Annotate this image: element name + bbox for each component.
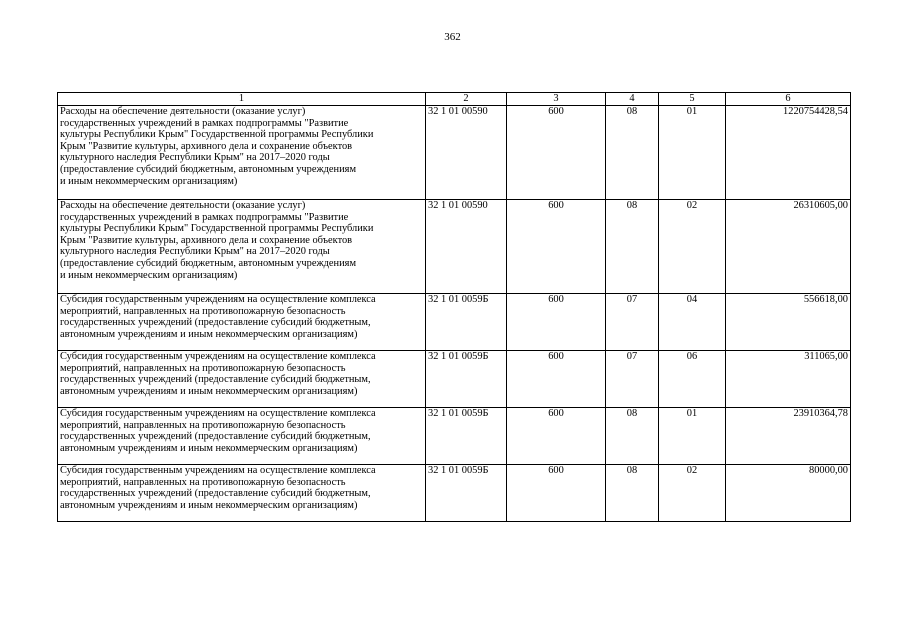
description-line: государственных учреждений (предоставление субсидий бюджетным,	[60, 317, 371, 329]
expense-type-cell: 600	[507, 294, 606, 351]
expense-type-cell: 600	[507, 408, 606, 465]
section-cell: 08	[606, 408, 659, 465]
section-cell: 07	[606, 351, 659, 408]
section-cell: 08	[606, 106, 659, 200]
description-line: (предоставление субсидий бюджетным, автономным учреждениям	[60, 257, 357, 269]
expense-type-cell: 600	[507, 351, 606, 408]
description-line: (предоставление субсидий бюджетным, автономным учреждениям	[60, 163, 357, 175]
table-body	[58, 106, 851, 522]
description-line: Крым "Развитие культуры, архивного дела и сохранение объектов	[60, 140, 353, 152]
description-line: культуры Республики Крым" Государственной программы Республики	[60, 129, 374, 141]
description-line: Субсидия государственным учреждениям на осуществление комплекса	[60, 294, 376, 305]
target-article-code-cell: 32 1 01 0059Б	[426, 465, 507, 522]
description-line: культурного наследия Республики Крым" на 2017–2020 годы	[60, 152, 330, 164]
description-line: мероприятий, направленных на противопожарную безопасность	[60, 476, 346, 488]
table-row	[58, 294, 851, 351]
target-article-code-cell: 32 1 01 0059Б	[426, 351, 507, 408]
description-line: автономным учреждениям и иным некоммерческим организациям)	[60, 328, 358, 340]
subsection-cell: 01	[659, 106, 726, 200]
description-cell	[58, 200, 426, 294]
description-cell	[58, 351, 426, 408]
target-article-code-cell: 32 1 01 00590	[426, 106, 507, 200]
column-header: 6	[726, 93, 851, 106]
amount-cell: 556618,00	[726, 294, 851, 351]
section-cell: 07	[606, 294, 659, 351]
expense-type-cell: 600	[507, 106, 606, 200]
description-line: культуры Республики Крым" Государственной программы Республики	[60, 223, 374, 235]
description-cell	[58, 465, 426, 522]
description-line: государственных учреждений (предоставление субсидий бюджетным,	[60, 374, 371, 386]
description-line: государственных учреждений (предоставление субсидий бюджетным,	[60, 488, 371, 500]
description-line: культурного наследия Республики Крым" на 2017–2020 годы	[60, 246, 330, 258]
subsection-cell: 06	[659, 351, 726, 408]
description-line: и иным некоммерческим организациям)	[60, 269, 238, 281]
target-article-code-cell: 32 1 01 00590	[426, 200, 507, 294]
table-row	[58, 351, 851, 408]
subsection-cell: 02	[659, 465, 726, 522]
page-number: 362	[444, 31, 461, 43]
table-row	[58, 408, 851, 465]
description-line: автономным учреждениям и иным некоммерческим организациям)	[60, 499, 358, 511]
amount-cell: 311065,00	[726, 351, 851, 408]
description-line: мероприятий, направленных на противопожарную безопасность	[60, 305, 346, 317]
expense-type-cell: 600	[507, 465, 606, 522]
subsection-cell: 02	[659, 200, 726, 294]
description-line: Крым "Развитие культуры, архивного дела и сохранение объектов	[60, 234, 353, 246]
subsection-cell: 04	[659, 294, 726, 351]
table-row	[58, 106, 851, 200]
description-line: автономным учреждениям и иным некоммерческим организациям)	[60, 385, 358, 397]
amount-cell: 23910364,78	[726, 408, 851, 465]
description-cell	[58, 408, 426, 465]
description-cell	[58, 106, 426, 200]
description-line: Расходы на обеспечение деятельности (оказание услуг)	[60, 200, 306, 211]
subsection-cell: 01	[659, 408, 726, 465]
description-line: государственных учреждений в рамках подпрограммы "Развитие	[60, 211, 349, 223]
section-cell: 08	[606, 200, 659, 294]
expense-type-cell: 600	[507, 200, 606, 294]
amount-cell: 80000,00	[726, 465, 851, 522]
target-article-code-cell: 32 1 01 0059Б	[426, 294, 507, 351]
table-row	[58, 465, 851, 522]
column-header: 3	[507, 93, 606, 106]
column-header: 4	[606, 93, 659, 106]
description-line: мероприятий, направленных на противопожарную безопасность	[60, 362, 346, 374]
description-line: и иным некоммерческим организациям)	[60, 175, 238, 187]
description-line: Расходы на обеспечение деятельности (оказание услуг)	[60, 106, 306, 117]
target-article-code-cell: 32 1 01 0059Б	[426, 408, 507, 465]
description-line: автономным учреждениям и иным некоммерческим организациям)	[60, 442, 358, 454]
description-cell	[58, 294, 426, 351]
description-line: Субсидия государственным учреждениям на осуществление комплекса	[60, 351, 376, 362]
description-line: мероприятий, направленных на противопожарную безопасность	[60, 419, 346, 431]
description-line: Субсидия государственным учреждениям на осуществление комплекса	[60, 408, 376, 419]
description-line: государственных учреждений (предоставление субсидий бюджетным,	[60, 431, 371, 443]
amount-cell: 1220754428,54	[726, 106, 851, 200]
section-cell: 08	[606, 465, 659, 522]
amount-cell: 26310605,00	[726, 200, 851, 294]
column-header: 5	[659, 93, 726, 106]
table-row	[58, 200, 851, 294]
column-header: 1	[58, 93, 426, 106]
table-header-row	[58, 93, 851, 106]
column-header: 2	[426, 93, 507, 106]
description-line: государственных учреждений в рамках подпрограммы "Развитие	[60, 117, 349, 129]
budget-table	[57, 92, 851, 522]
description-line: Субсидия государственным учреждениям на осуществление комплекса	[60, 465, 376, 476]
